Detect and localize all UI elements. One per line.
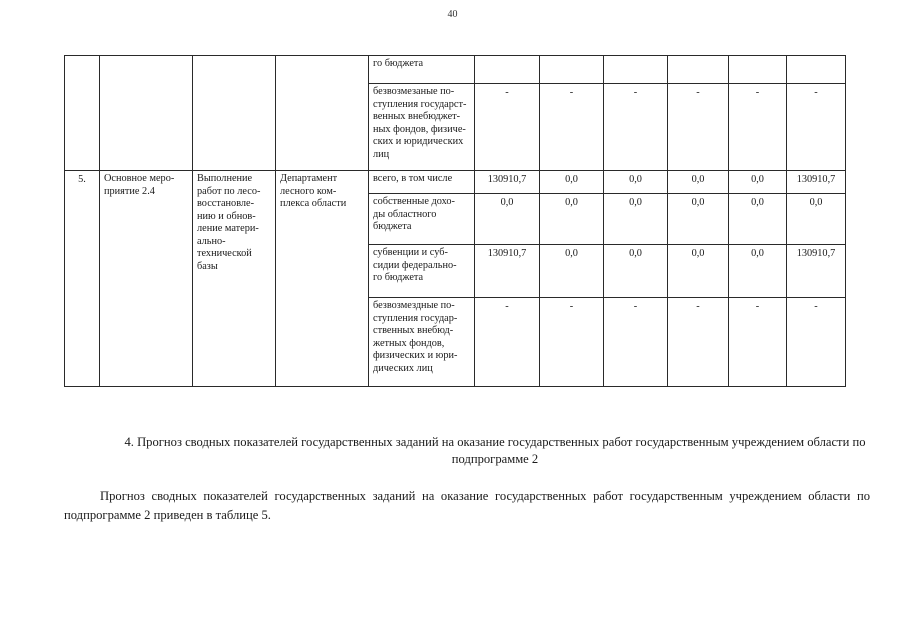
section-heading: 4. Прогноз сводных показателей государственных заданий на оказание государственных работ государственным учреждением области по подпрограмме 2 [124,435,866,466]
section-paragraph [64,487,870,525]
value-cell [540,56,604,84]
value-cell: 0,0 [668,171,729,194]
value-cell: 0,0 [475,194,540,245]
value-cell: 130910,7 [475,171,540,194]
value-cell: - [540,298,604,387]
funding-source-cell: го бюджета [369,56,475,84]
value-cell: 0,0 [540,194,604,245]
value-cell [604,56,668,84]
funding-source-cell: всего, в том числе [369,171,475,194]
value-cell: 130910,7 [787,171,846,194]
value-cell: - [540,84,604,171]
activity-executor: Департамент лесного ком- плекса области [276,171,369,387]
value-cell [668,56,729,84]
index-cell [65,56,100,171]
value-cell: 130910,7 [787,245,846,298]
table-row [65,171,846,194]
value-cell: 0,0 [540,171,604,194]
value-cell: - [604,298,668,387]
value-cell: 0,0 [729,194,787,245]
value-cell: 0,0 [604,245,668,298]
value-cell: 0,0 [729,171,787,194]
value-cell: - [668,298,729,387]
name-cell [100,56,193,171]
value-cell: - [787,298,846,387]
value-cell: 0,0 [540,245,604,298]
value-cell [475,56,540,84]
value-cell: - [604,84,668,171]
paragraph-text: Прогноз сводных показателей государственных заданий на оказание государственных работ государственным учреждением области по подпрограмме 2 приведен в таблице 5. [64,489,870,522]
value-cell: 0,0 [668,245,729,298]
value-cell: 0,0 [604,194,668,245]
funding-source-cell: безвозмезаные по- ступления государст- венных внебюджет- ных фондов, физиче- ских и юридических лиц [369,84,475,171]
funding-source-cell: собственные дохо- ды областного бюджета [369,194,475,245]
value-cell: - [475,298,540,387]
value-cell [787,56,846,84]
activity-name: Основное меро- приятие 2.4 [100,171,193,387]
value-cell: 0,0 [668,194,729,245]
value-cell: - [787,84,846,171]
value-cell: - [475,84,540,171]
description-cell [193,56,276,171]
value-cell: 0,0 [604,171,668,194]
activity-description: Выполнение работ по лесо- восстановле- нию и обнов- ление матери- ально- технической базы [193,171,276,387]
value-cell [729,56,787,84]
table-row [65,56,846,84]
funding-source-cell: субвенции и суб- сидии федерально- го бюджета [369,245,475,298]
value-cell: - [729,298,787,387]
value-cell: - [729,84,787,171]
value-cell: 0,0 [787,194,846,245]
value-cell: 130910,7 [475,245,540,298]
value-cell: - [668,84,729,171]
row-index: 5. [65,171,100,387]
budget-table [64,55,846,387]
page-number: 40 [447,9,458,20]
executor-cell [276,56,369,171]
value-cell: 0,0 [729,245,787,298]
funding-source-cell: безвозмездные по- ступления государ- ственных внебюд- жетных фондов, физических и юри- дических лиц [369,298,475,387]
